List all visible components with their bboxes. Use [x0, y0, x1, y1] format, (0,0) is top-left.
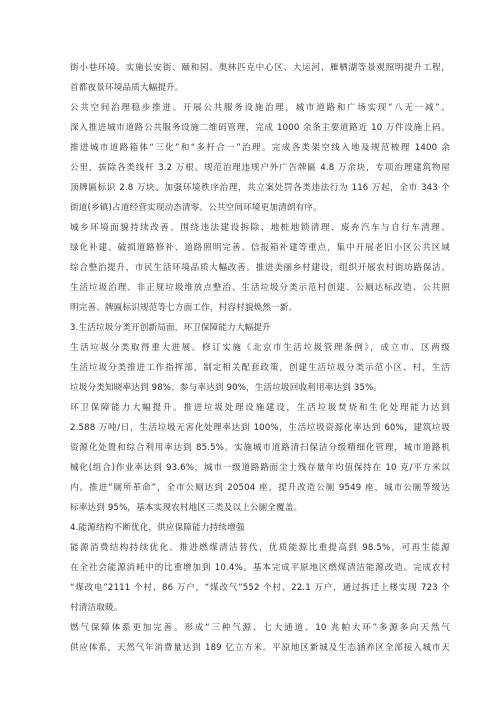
text-line: 械化(组合)作业率达到 93.6%，城市一级道路路面尘土残存量年均值保持在 10 克/平方米以 — [70, 463, 450, 473]
section-heading: 4.能源结构不断优化，供应保障能力持续增强 — [70, 523, 245, 533]
text-line: 推进城市道路箱体“三化”和“多杆合一”治理。完成各类架空线入地及规范梳理 1400 余 — [70, 143, 450, 153]
text-line: 明完善、牌匾标识规范等七方面工作，村容村貌焕然一新。 — [70, 303, 298, 313]
text-line: 公共空间治理稳步推进。开展公共服务设施治理，城市道路和广场实现“八无一减”。 — [70, 103, 450, 113]
text-line: 综合整治提升，市民生活环境品质大幅改善。推进美丽乡村建设，组织开展农村街坊路保洁、 — [70, 263, 450, 273]
text-line: 生活垃圾治理、非正规垃圾堆放点整治、生活垃圾分类示范村创建、公厕达标改造、公共照 — [70, 283, 450, 293]
text-line: 资源化处置和综合利用率达到 85.5%。实施城市道路清扫保洁分级精细化管理，城市道路机 — [70, 443, 450, 453]
text-line: 街道(乡镇)占道经营实现动态清零。公共空间环境更加清朗有序。 — [70, 203, 322, 213]
text-line: 首都夜景环境品质大幅提升。 — [70, 83, 184, 93]
text-line: “煤改电”2111 个村、86 万户，“煤改气”552 个村、22.1 万户，通过拆迁上楼实现 723 个 — [70, 583, 450, 593]
text-line: 生活垃圾分类推进工作指挥部，制定相关配套政策，创建生活垃圾分类示范小区、村，生活 — [70, 363, 450, 373]
text-line: 村清洁取暖。 — [70, 603, 123, 613]
text-line: 在全社会能源消耗中的比重增加到 10.4%。基本完成平原地区燃煤清洁能源改造。完成农村 — [70, 563, 450, 573]
text-line: 环卫保障能力大幅提升。推进垃圾处理设施建设，生活垃圾焚烧和生化处理能力达到 — [70, 403, 450, 413]
text-line: 垃圾分类知晓率达到 98%、参与率达到 90%，生活垃圾回收利用率达到 35%。 — [70, 383, 383, 393]
text-line: 燃气保障体系更加完善。形成“三种气源、七大通道、10 兆帕大环”多源多向天然气 — [70, 623, 450, 633]
text-line: 能源消费结构持续优化。推进燃煤清洁替代，优质能源比重提高到 98.5%，可再生能源 — [70, 543, 450, 553]
text-line: 顶牌匾标识 2.8 万块。加强环境秩序治理，共立案处罚各类违法行为 116 万起，全市 343 个 — [70, 183, 450, 193]
text-line: 供应体系，天然气年消费量达到 189 亿立方米。平原地区新城及生态涵养区全部接入城市天 — [70, 643, 450, 653]
text-line: 深入推进城市道路公共服务设施二维码管理，完成 1000 余条主要道路近 10 万件设施上码。 — [70, 123, 450, 133]
text-line: 生活垃圾分类取得重大进展。修订实施《北京市生活垃圾管理条例》，成立市、区两级 — [70, 343, 450, 353]
text-line: 城乡环境面貌持续改善。围绕违法建设拆除、地桩地锁清理、废弃汽车与自行车清理、 — [70, 223, 450, 233]
text-line: 2.588 万吨/日，生活垃圾无害化处理率达到 100%，生活垃圾资源化率达到 60%，建筑垃圾 — [70, 423, 450, 433]
text-line: 绿化补建、破损道路修补、道路照明完善、信报箱补建等重点，集中开展老旧小区公共区域 — [70, 243, 450, 253]
text-line: 标率达到 95%，基本实现农村地区三类及以上公厕全覆盖。 — [70, 503, 303, 513]
section-heading: 3.生活垃圾分类开创新局面，环卫保障能力大幅提升 — [70, 323, 271, 333]
text-line: 内。推进“厕所革命”，全市公厕达到 20504 座，提升改造公厕 9549 座，城市公厕等级达 — [70, 483, 450, 493]
text-line: 街小巷环境。实施长安街、颐和园、奥林匹克中心区、大运河、雁栖湖等景观照明提升工程， — [70, 63, 450, 73]
text-line: 公里，拔除各类线杆 3.2 万根。规范治理违规户外广告牌匾 4.8 万余块，专项治理建筑物屋 — [70, 163, 450, 173]
